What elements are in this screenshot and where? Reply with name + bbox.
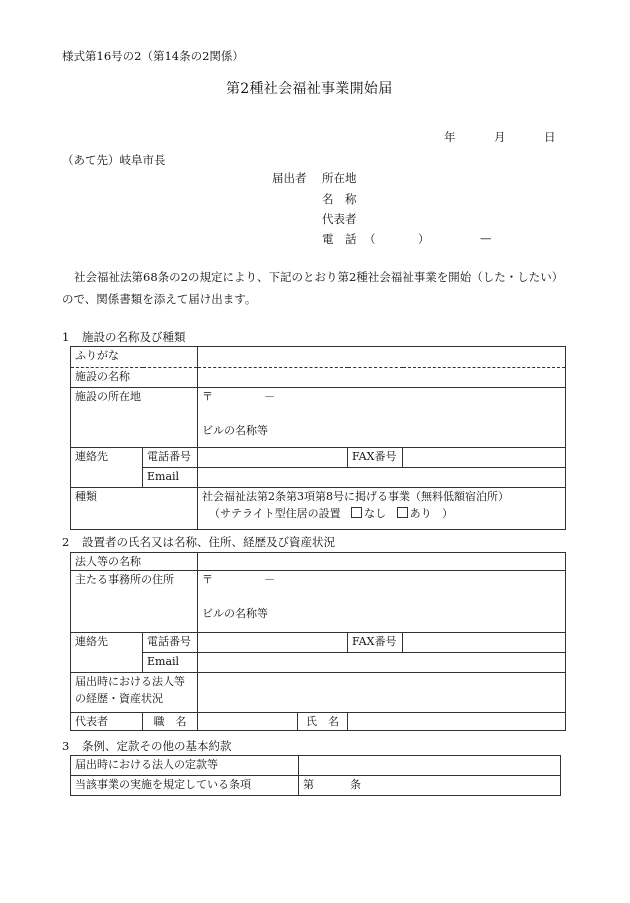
office-phone-label: 電話番号 [143,633,198,653]
office-phone-input[interactable] [198,633,348,653]
intro-paragraph: 社会福祉法第68条の2の規定により、下記のとおり第2種社会福祉事業を開始（した・したい）ので、関係書類を添えて届け出ます。 [62,270,564,306]
section-3-title: 条例、定款その他の基本約款 [82,739,232,753]
option-none-label: なし [364,507,387,520]
phone-dash: — [480,231,492,245]
option-yes-checkbox[interactable] [397,507,408,518]
facility-name-label: 施設の名称 [71,368,198,388]
date-month-label: 月 [494,130,506,144]
office-contact-label: 連絡先 [71,633,143,673]
main-office-label: 主たる事務所の住所 [71,571,198,633]
postal-dash: － [264,390,275,403]
history-input[interactable] [198,673,566,713]
facility-address-label: 施設の所在地 [71,388,198,448]
office-email-input[interactable] [198,653,566,673]
main-office-input[interactable] [198,571,566,633]
founder-table [70,552,566,731]
notifier-label: 届出者 [272,171,307,185]
fax-label: FAX番号 [348,448,403,468]
office-email-label: Email [143,653,198,673]
clause-jo: 条 [350,778,361,791]
type-text: 社会福祉法第2条第3項第8号に掲げる事業（無料低額宿泊所） [202,490,509,503]
addressee: （あて先）岐阜市長 [62,153,166,167]
option-yes-label: あり [409,507,432,520]
position-input[interactable] [198,713,298,731]
building-label: ビルの名称等 [202,424,268,437]
contact-label: 連絡先 [71,448,143,488]
date-day-label: 日 [544,130,556,144]
articles-input[interactable] [299,756,561,776]
clause-label: 当該事業の実施を規定している条項 [71,776,299,796]
email-label: Email [143,468,198,488]
facility-table [70,346,566,530]
office-postal-mark: 〒 [202,573,213,586]
history-label [71,673,198,713]
office-fax-label: FAX番号 [348,633,403,653]
section-2-number: 2 [62,535,70,549]
notifier-address-label: 所在地 [322,171,357,185]
page-title: 第2種社会福祉事業開始届 [226,81,393,97]
person-name-input[interactable] [348,713,566,731]
fax-input[interactable] [403,448,566,468]
corp-name-label: 法人等の名称 [71,553,198,571]
section-3-number: 3 [62,739,70,753]
date-year-label: 年 [444,130,456,144]
history-label-line2: の経歴・資産状況 [75,692,163,705]
clause-input[interactable] [299,776,561,796]
notifier-name-label: 名 称 [322,192,357,206]
clause-dai: 第 [303,778,314,791]
phone-label: 電話番号 [143,448,198,468]
representative-label: 代表者 [71,713,143,731]
office-building-label: ビルの名称等 [202,607,268,620]
satellite-open: （サテライト型住居の設置 [209,507,341,520]
history-label-line1: 届出時における法人等 [75,675,185,688]
satellite-close: ） [442,507,454,520]
type-cell [198,488,566,530]
section-1-title: 施設の名称及び種類 [82,330,186,344]
section-2-heading [62,534,335,550]
form-number: 様式第16号の2（第14条の2関係） [62,49,244,63]
phone-open-paren: （ [364,232,376,246]
notifier-phone-label: 電 話 [322,232,357,246]
facility-address-input[interactable] [198,388,566,448]
facility-name-input[interactable] [198,368,566,388]
option-none-checkbox[interactable] [351,507,362,518]
person-name-label: 氏 名 [298,713,348,731]
corp-name-input[interactable] [198,553,566,571]
notifier-representative-label: 代表者 [322,212,357,226]
office-fax-input[interactable] [403,633,566,653]
type-label: 種類 [71,488,198,530]
section-1-number: 1 [62,330,70,344]
position-label: 職 名 [143,713,198,731]
office-postal-dash: － [264,573,275,586]
phone-close-paren: ） [418,232,430,246]
furigana-label: ふりがな [71,347,198,368]
section-1-heading [62,329,186,345]
articles-label: 届出時における法人の定款等 [71,756,299,776]
postal-mark: 〒 [202,390,213,403]
email-input[interactable] [198,468,566,488]
section-3-heading [62,738,232,754]
section-2-title: 設置者の氏名又は名称、住所、経歴及び資産状況 [82,535,335,549]
articles-table [70,755,561,796]
phone-input[interactable] [198,448,348,468]
furigana-input[interactable] [198,347,566,368]
